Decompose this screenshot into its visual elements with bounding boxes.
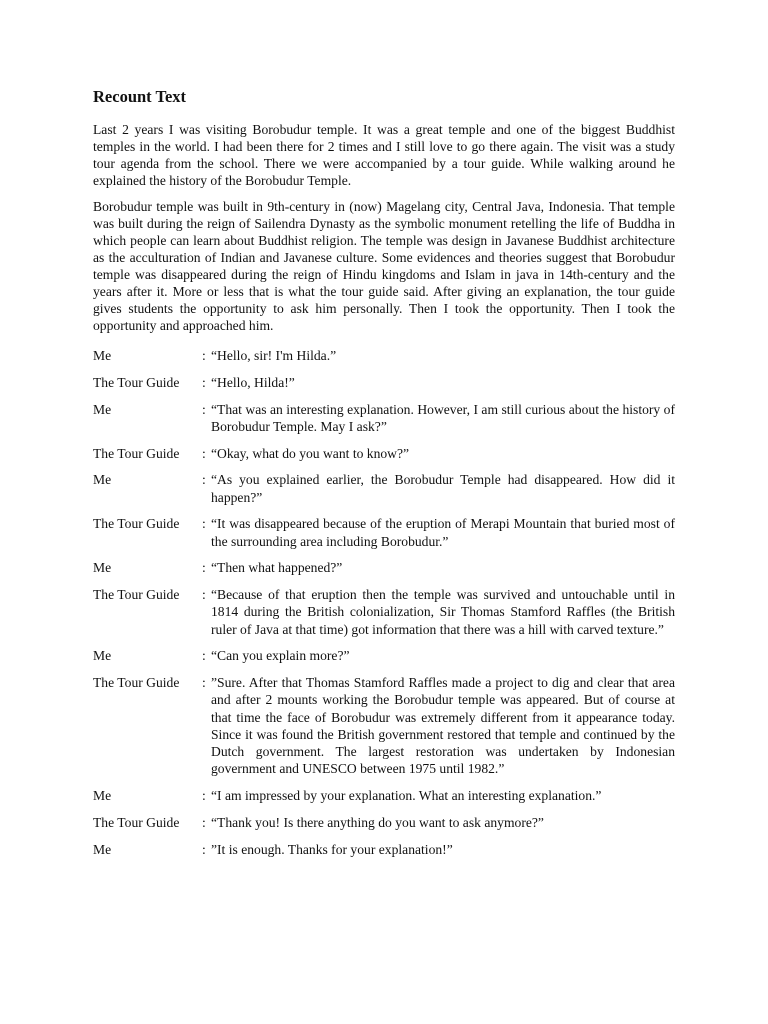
dialogue-text: “It was disappeared because of the eruption of Merapi Mountain that buried most of the surrounding area including Borobudur.” (211, 516, 675, 549)
dialogue-row (93, 374, 675, 391)
dialogue-text: ”Sure. After that Thomas Stamford Raffles made a project to dig and clear that area and after 2 mounts working the Borobudur temple was appeared. But of course at that time the face of Borobudur was extremely different from it appearance today. Since it was found the British government restored that temple and continued by the Dutch government. The largest restoration was undertaken by Indonesian government and UNESCO between 1975 until 1982.” (211, 675, 675, 777)
speaker-separator: : (202, 841, 206, 857)
dialogue-text: “Hello, sir! I'm Hilda.” (211, 348, 337, 363)
speaker-separator: : (202, 788, 206, 803)
dialogue-row (93, 674, 675, 777)
speaker-name: The Tour Guide (93, 516, 180, 532)
speaker-name: The Tour Guide (93, 587, 180, 603)
document-page (93, 86, 675, 867)
dialogue-text: ”It is enough. Thanks for your explanation!” (211, 841, 453, 857)
speaker-separator: : (202, 560, 206, 576)
speaker-separator: : (202, 814, 206, 830)
dialogue-text: “As you explained earlier, the Borobudur Temple had disappeared. How did it happen?” (211, 472, 675, 505)
speaker-separator: : (202, 472, 206, 488)
speaker-separator: : (202, 445, 206, 461)
speaker-name: Me (93, 560, 112, 576)
speaker-separator: : (202, 348, 206, 363)
dialogue-text: “I am impressed by your explanation. What an interesting explanation.” (211, 788, 602, 803)
speaker-separator: : (202, 675, 206, 691)
dialogue-row (93, 401, 675, 435)
speaker-separator: : (202, 401, 206, 417)
dialogue-text: “Because of that eruption then the temple was survived and untouchable until in 1814 during the British colonialization, Sir Thomas Stamford Raffles (the British ruler of Java at that time) got information that there was a hill with carved texture.” (211, 587, 675, 637)
paragraph-history: Borobudur temple was built in 9th-century in (now) Magelang city, Central Java, Indonesia. That temple was built during the reign of Sailendra Dynasty as the symbolic monument retelling the life of Buddha in which people can learn about Buddhist religion. The temple was design in Javanese Buddhist architecture as the acculturation of Indian and Javanese culture. Some evidences and theories suggest that Borobudur temple was disappeared during the reign of Hindu kingdoms and Islam in java in 14th-century and the years after it. More or less that is what the tour guide said. After giving an explanation, the tour guide gives students the opportunity to ask him personally. Then I took the opportunity. Then I took the opportunity and approached him. (93, 199, 675, 333)
speaker-separator: : (202, 587, 206, 603)
speaker-name: The Tour Guide (93, 675, 180, 691)
speaker-name: The Tour Guide (93, 814, 180, 830)
speaker-separator: : (202, 648, 206, 664)
dialogue-row (93, 445, 675, 462)
dialogue-text: “Thank you! Is there anything do you want to ask anymore?” (211, 814, 544, 830)
dialogue-text: “Okay, what do you want to know?” (211, 445, 410, 461)
dialogue-row (93, 787, 675, 804)
speaker-name: The Tour Guide (93, 445, 180, 461)
dialogue-row (93, 814, 675, 831)
dialogue-row (93, 841, 675, 858)
speaker-name: Me (93, 648, 112, 664)
dialogue-text: “Can you explain more?” (211, 648, 350, 664)
dialogue-row (93, 515, 675, 549)
speaker-name: The Tour Guide (93, 374, 180, 390)
speaker-separator: : (202, 374, 206, 390)
speaker-name: Me (93, 788, 112, 803)
dialogue-text: “Then what happened?” (211, 560, 343, 576)
dialogue (93, 347, 675, 858)
paragraph-intro: Last 2 years I was visiting Borobudur temple. It was a great temple and one of the biggest Buddhist temples in the world. I had been there for 2 times and I still love to go there again. The visit was a study tour agenda from the school. There we were accompanied by a tour guide. While walking around he explained the history of the Borobudur Temple. (93, 122, 675, 188)
dialogue-row (93, 347, 675, 364)
speaker-name: Me (93, 841, 112, 857)
speaker-separator: : (202, 516, 206, 532)
dialogue-row (93, 559, 675, 576)
document-title: Recount Text (93, 87, 187, 106)
speaker-name: Me (93, 472, 112, 488)
dialogue-row (93, 471, 675, 505)
dialogue-text: “That was an interesting explanation. However, I am still curious about the history of Borobudur Temple. May I ask?” (211, 401, 675, 434)
dialogue-row (93, 647, 675, 664)
dialogue-text: “Hello, Hilda!” (211, 374, 295, 390)
speaker-name: Me (93, 348, 112, 363)
dialogue-row (93, 586, 675, 638)
speaker-name: Me (93, 401, 112, 417)
